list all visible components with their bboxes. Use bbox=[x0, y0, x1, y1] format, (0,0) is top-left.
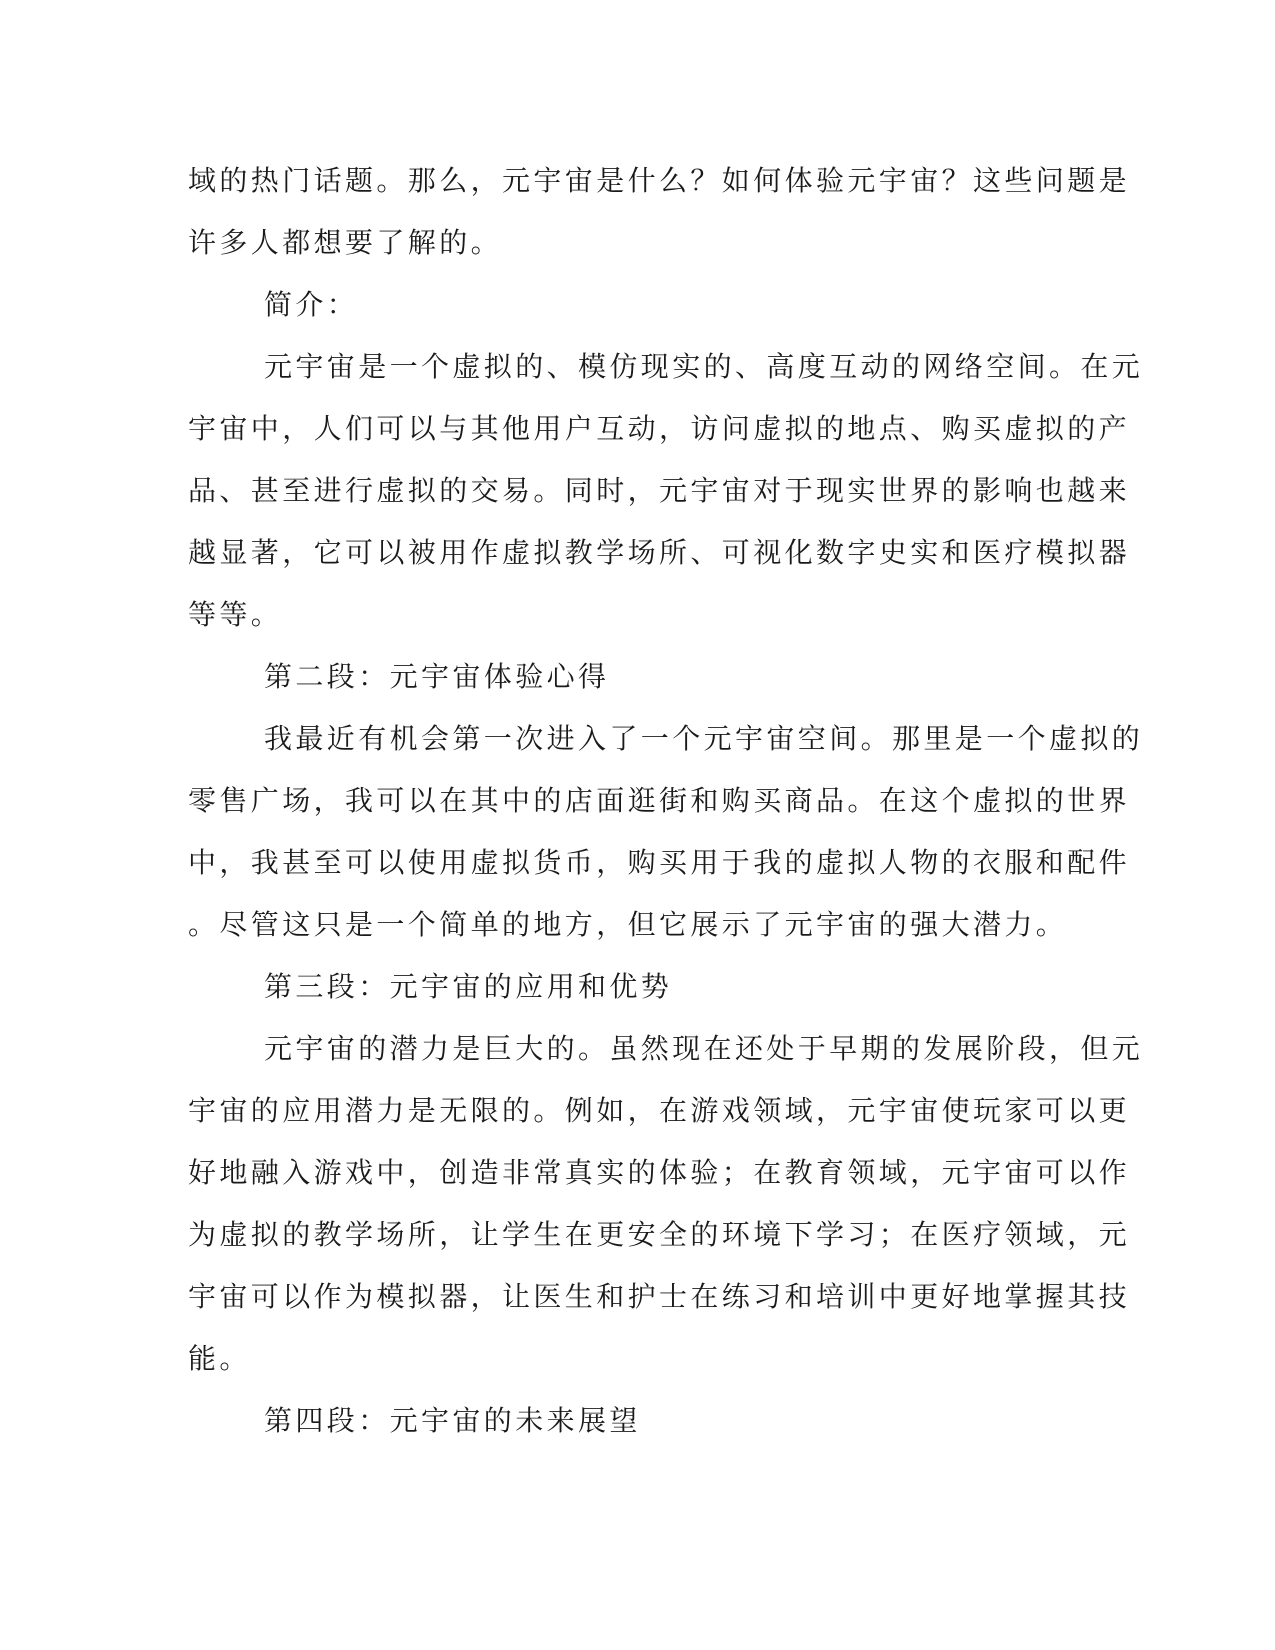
text-line: 我最近有机会第一次进入了一个元宇宙空间。那里是一个虚拟的 bbox=[264, 722, 1144, 755]
section-heading-2: 第二段：元宇宙体验心得 bbox=[264, 660, 610, 693]
text-line: 许多人都想要了解的。 bbox=[188, 226, 503, 259]
text-line: 宇宙中，人们可以与其他用户互动，访问虚拟的地点、购买虚拟的产 bbox=[188, 412, 1131, 445]
text-line: 零售广场，我可以在其中的店面逛街和购买商品。在这个虚拟的世界 bbox=[188, 784, 1131, 817]
text-line: 。尽管这只是一个简单的地方，但它展示了元宇宙的强大潜力。 bbox=[188, 908, 1068, 941]
text-line: 域的热门话题。那么，元宇宙是什么？如何体验元宇宙？这些问题是 bbox=[188, 164, 1131, 197]
text-line: 越显著，它可以被用作虚拟教学场所、可视化数字史实和医疗模拟器 bbox=[188, 536, 1131, 569]
text-line: 元宇宙是一个虚拟的、模仿现实的、高度互动的网络空间。在元 bbox=[264, 350, 1144, 383]
section-heading-4: 第四段：元宇宙的未来展望 bbox=[264, 1404, 641, 1437]
text-line: 宇宙可以作为模拟器，让医生和护士在练习和培训中更好地掌握其技 bbox=[188, 1280, 1131, 1313]
text-line: 中，我甚至可以使用虚拟货币，购买用于我的虚拟人物的衣服和配件 bbox=[188, 846, 1131, 879]
text-line: 品、甚至进行虚拟的交易。同时，元宇宙对于现实世界的影响也越来 bbox=[188, 474, 1131, 507]
text-line: 元宇宙的潜力是巨大的。虽然现在还处于早期的发展阶段，但元 bbox=[264, 1032, 1144, 1065]
document-body bbox=[188, 150, 1144, 1452]
text-line: 好地融入游戏中，创造非常真实的体验；在教育领域，元宇宙可以作 bbox=[188, 1156, 1131, 1189]
text-line: 为虚拟的教学场所，让学生在更安全的环境下学习；在医疗领域，元 bbox=[188, 1218, 1131, 1251]
section-heading-3: 第三段：元宇宙的应用和优势 bbox=[264, 970, 673, 1003]
text-line: 等等。 bbox=[188, 598, 283, 631]
text-line: 能。 bbox=[188, 1342, 251, 1375]
section-heading-intro: 简介： bbox=[264, 288, 359, 321]
text-line: 宇宙的应用潜力是无限的。例如，在游戏领域，元宇宙使玩家可以更 bbox=[188, 1094, 1131, 1127]
